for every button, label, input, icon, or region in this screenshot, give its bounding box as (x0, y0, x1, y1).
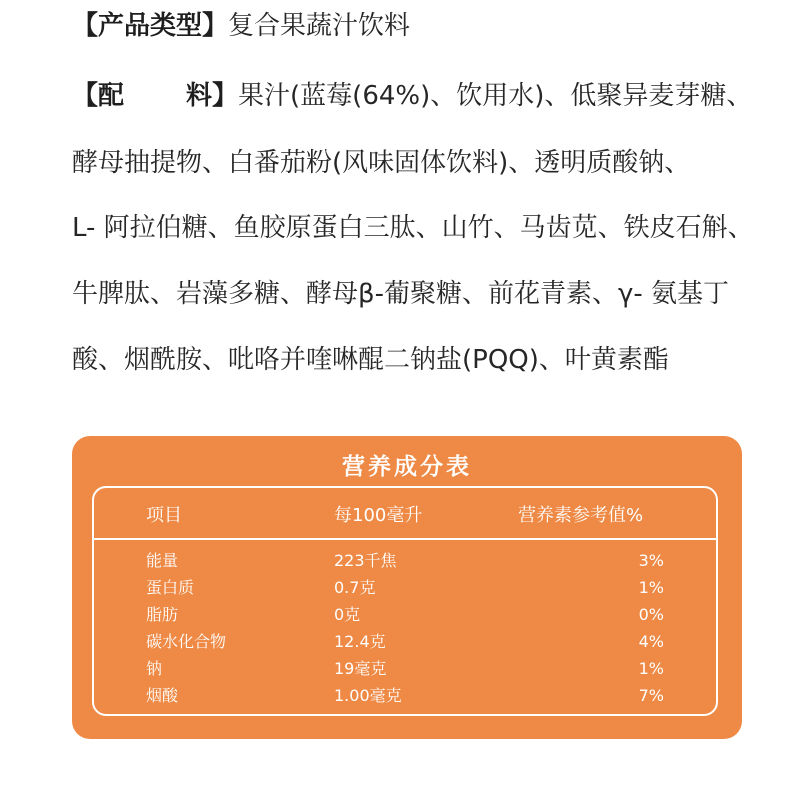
ingredients-label-start: 【配 (72, 81, 125, 111)
nutrient-amount: 19毫克 (334, 659, 387, 678)
nutrient-amount: 1.00毫克 (334, 686, 402, 705)
nutrient-nrv: 1% (638, 659, 664, 678)
ingredients-text: 酸、烟酰胺、吡咯并喹啉醌二钠盐(PQQ)、叶黄素酯 (72, 345, 669, 375)
nutrient-amount: 12.4克 (334, 632, 386, 651)
nutrient-amount: 223千焦 (334, 551, 397, 570)
nutrient-nrv: 7% (638, 686, 664, 705)
ingredients-text: 果汁(蓝莓(64%)、饮用水)、低聚异麦芽糖、 (238, 81, 753, 111)
nutrition-title: 营养成分表 (342, 454, 472, 480)
ingredients-line-5 (72, 342, 669, 378)
ingredients-line-1 (72, 78, 752, 114)
ingredients-line-3 (72, 210, 754, 246)
product-type-line (72, 8, 410, 44)
nutrient-name: 钠 (146, 659, 163, 678)
nutrition-row-energy (94, 547, 716, 574)
nutrient-amount: 0.7克 (334, 578, 376, 597)
nutrition-row-carbohydrate (94, 628, 716, 655)
nutrient-name: 碳水化合物 (146, 632, 227, 651)
nutrient-nrv: 4% (638, 632, 664, 651)
header-per-100ml: 每100毫升 (334, 505, 423, 526)
ingredients-line-2 (72, 145, 690, 181)
product-type-value: 复合果蔬汁饮料 (228, 11, 411, 41)
ingredients-label-end: 料】 (186, 81, 239, 111)
nutrition-row-sodium (94, 655, 716, 682)
nutrition-row-niacin (94, 682, 716, 709)
header-item: 项目 (146, 505, 182, 526)
nutrition-header-row (94, 488, 716, 540)
nutrient-name: 蛋白质 (146, 578, 195, 597)
nutrient-amount: 0克 (334, 605, 361, 624)
ingredients-text: 酵母抽提物、白番茄粉(风味固体饮料)、透明质酸钠、 (72, 148, 691, 178)
ingredients-label (72, 78, 238, 114)
product-type-label: 【产品类型】 (72, 11, 229, 41)
ingredients-text: L- 阿拉伯糖、鱼胶原蛋白三肽、山竹、马齿苋、铁皮石斛、 (72, 213, 754, 243)
ingredients-line-4 (72, 276, 729, 312)
nutrient-name: 烟酸 (146, 686, 179, 705)
nutrient-name: 脂肪 (146, 605, 179, 624)
nutrition-table (92, 486, 718, 716)
nutrient-nrv: 0% (638, 605, 664, 624)
nutrition-panel (72, 436, 742, 739)
header-nrv: 营养素参考值% (518, 505, 644, 526)
nutrition-row-protein (94, 574, 716, 601)
ingredients-text: 牛脾肽、岩藻多糖、酵母β-葡聚糖、前花青素、γ- 氨基丁 (72, 279, 730, 309)
nutrient-nrv: 1% (638, 578, 664, 597)
nutrient-name: 能量 (146, 551, 179, 570)
nutrition-row-fat (94, 601, 716, 628)
nutrient-nrv: 3% (638, 551, 664, 570)
